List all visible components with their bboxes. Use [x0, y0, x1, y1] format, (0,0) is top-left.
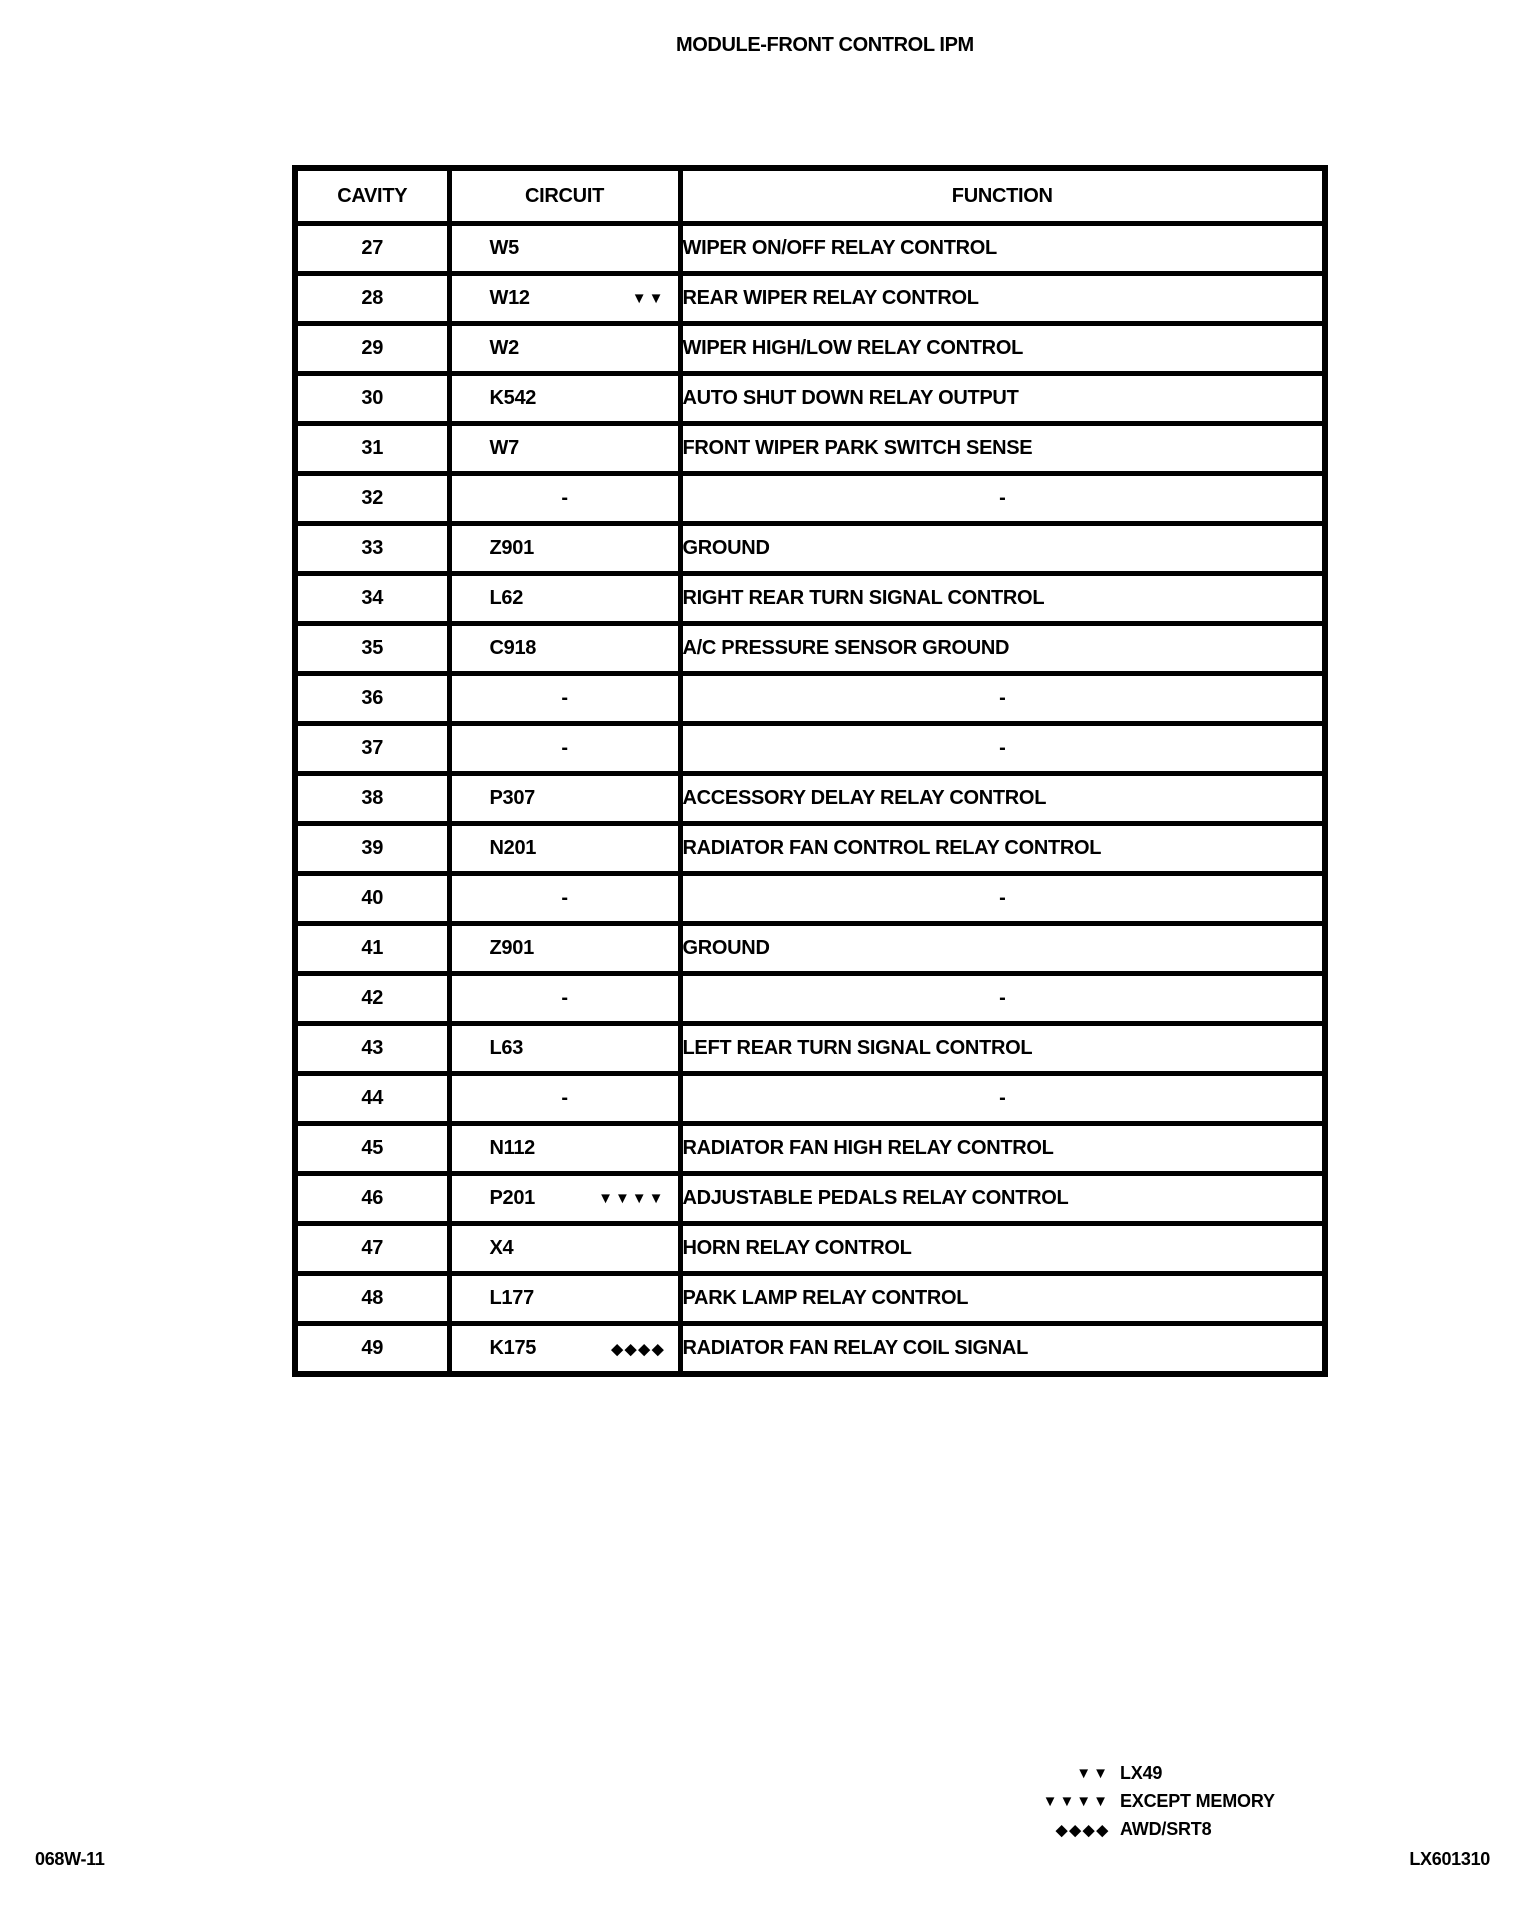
- circuit-code: K175: [489, 1337, 537, 1359]
- circuit-cell: [449, 274, 680, 324]
- circuit-code: N201: [489, 837, 537, 859]
- page-title: MODULE-FRONT CONTROL IPM: [676, 34, 974, 56]
- function-cell: RIGHT REAR TURN SIGNAL CONTROL: [680, 574, 1325, 624]
- circuit-wrap: [452, 487, 678, 510]
- page-code: 068W-11: [35, 1849, 105, 1869]
- function-cell: GROUND: [680, 524, 1325, 574]
- cavity-cell: 28: [295, 274, 449, 324]
- footnote-symbol: ◆◆◆◆: [611, 1340, 666, 1358]
- table-row: [295, 624, 1325, 674]
- circuit-code: L63: [489, 1037, 524, 1059]
- cavity-cell: 41: [295, 924, 449, 974]
- circuit-wrap: [452, 1087, 678, 1110]
- circuit-cell: [449, 324, 680, 374]
- circuit-code: W5: [489, 237, 519, 259]
- cavity-cell: 30: [295, 374, 449, 424]
- function-cell: A/C PRESSURE SENSOR GROUND: [680, 624, 1325, 674]
- function-cell: RADIATOR FAN CONTROL RELAY CONTROL: [680, 824, 1325, 874]
- function-cell: -: [680, 974, 1325, 1024]
- cavity-cell: 35: [295, 624, 449, 674]
- legend-label-awd-srt8: AWD/SRT8: [1120, 1819, 1212, 1839]
- circuit-code: W7: [489, 437, 519, 459]
- circuit-code: Z901: [489, 937, 534, 959]
- function-cell: WIPER HIGH/LOW RELAY CONTROL: [680, 324, 1325, 374]
- cavity-cell: 39: [295, 824, 449, 874]
- function-cell: RADIATOR FAN HIGH RELAY CONTROL: [680, 1124, 1325, 1174]
- cavity-cell: 31: [295, 424, 449, 474]
- circuit-code: L62: [489, 587, 524, 609]
- circuit-cell: [449, 474, 680, 524]
- function-cell: -: [680, 474, 1325, 524]
- circuit-code: -: [561, 487, 568, 509]
- legend-symbol-lx49: ▼▼: [1076, 1765, 1110, 1782]
- table-row: [295, 524, 1325, 574]
- circuit-code: P307: [489, 787, 536, 809]
- table-row: [295, 474, 1325, 524]
- function-cell: GROUND: [680, 924, 1325, 974]
- circuit-cell: [449, 1074, 680, 1124]
- circuit-cell: [449, 1124, 680, 1174]
- circuit-code: Z901: [489, 537, 534, 559]
- circuit-cell: [449, 974, 680, 1024]
- circuit-cell: [449, 524, 680, 574]
- circuit-wrap: [452, 887, 678, 910]
- footnote-symbol: ▼▼: [631, 290, 666, 307]
- legend-symbol-except-memory: ▼▼▼▼: [1042, 1793, 1110, 1810]
- table-row: [295, 1074, 1325, 1124]
- column-header-circuit: CIRCUIT: [449, 168, 680, 224]
- circuit-cell: [449, 1224, 680, 1274]
- function-cell: -: [680, 1074, 1325, 1124]
- circuit-cell: [449, 1324, 680, 1375]
- circuit-wrap: [452, 337, 678, 360]
- table-row: [295, 424, 1325, 474]
- table-row: [295, 924, 1325, 974]
- cavity-cell: 40: [295, 874, 449, 924]
- table-row: [295, 324, 1325, 374]
- table-row: [295, 824, 1325, 874]
- table-row: [295, 874, 1325, 924]
- legend-label-lx49: LX49: [1120, 1763, 1163, 1783]
- footnote-legend: [980, 1763, 1275, 1840]
- function-cell: LEFT REAR TURN SIGNAL CONTROL: [680, 1024, 1325, 1074]
- function-cell: RADIATOR FAN RELAY COIL SIGNAL: [680, 1324, 1325, 1375]
- cavity-cell: 45: [295, 1124, 449, 1174]
- circuit-wrap: [452, 1137, 678, 1160]
- circuit-cell: [449, 924, 680, 974]
- circuit-code: L177: [489, 1287, 534, 1309]
- legend-label-except-memory: EXCEPT MEMORY: [1120, 1791, 1275, 1811]
- circuit-code: C918: [489, 637, 537, 659]
- circuit-wrap: [452, 1337, 678, 1360]
- circuit-cell: [449, 1274, 680, 1324]
- cavity-cell: 43: [295, 1024, 449, 1074]
- column-header-cavity: CAVITY: [295, 168, 449, 224]
- cavity-cell: 49: [295, 1324, 449, 1375]
- circuit-wrap: [452, 387, 678, 410]
- function-cell: ADJUSTABLE PEDALS RELAY CONTROL: [680, 1174, 1325, 1224]
- function-cell: -: [680, 874, 1325, 924]
- function-cell: AUTO SHUT DOWN RELAY OUTPUT: [680, 374, 1325, 424]
- cavity-cell: 36: [295, 674, 449, 724]
- table-row: [295, 1024, 1325, 1074]
- circuit-cell: [449, 674, 680, 724]
- circuit-wrap: [452, 637, 678, 660]
- table-row: [295, 1224, 1325, 1274]
- circuit-cell: [449, 874, 680, 924]
- circuit-cell: [449, 624, 680, 674]
- table-header-row: [295, 168, 1325, 224]
- table-row: [295, 374, 1325, 424]
- circuit-cell: [449, 424, 680, 474]
- table-row: [295, 1124, 1325, 1174]
- cavity-cell: 32: [295, 474, 449, 524]
- table-row: [295, 224, 1325, 274]
- circuit-cell: [449, 1174, 680, 1224]
- circuit-wrap: [452, 587, 678, 610]
- circuit-wrap: [452, 537, 678, 560]
- circuit-cell: [449, 374, 680, 424]
- cavity-cell: 48: [295, 1274, 449, 1324]
- function-cell: WIPER ON/OFF RELAY CONTROL: [680, 224, 1325, 274]
- cavity-cell: 33: [295, 524, 449, 574]
- circuit-wrap: [452, 287, 678, 310]
- circuit-wrap: [452, 1237, 678, 1260]
- circuit-wrap: [452, 937, 678, 960]
- circuit-wrap: [452, 737, 678, 760]
- circuit-code: N112: [489, 1137, 536, 1159]
- function-cell: REAR WIPER RELAY CONTROL: [680, 274, 1325, 324]
- document-code: LX601310: [1409, 1849, 1490, 1869]
- table-row: [295, 774, 1325, 824]
- circuit-wrap: [452, 987, 678, 1010]
- cavity-cell: 27: [295, 224, 449, 274]
- function-cell: FRONT WIPER PARK SWITCH SENSE: [680, 424, 1325, 474]
- table-row: [295, 1174, 1325, 1224]
- circuit-code: K542: [489, 387, 537, 409]
- circuit-wrap: [452, 1037, 678, 1060]
- function-cell: HORN RELAY CONTROL: [680, 1224, 1325, 1274]
- circuit-code: -: [561, 887, 568, 909]
- circuit-code: -: [561, 737, 568, 759]
- column-header-function: FUNCTION: [680, 168, 1325, 224]
- circuit-cell: [449, 574, 680, 624]
- circuit-code: P201: [489, 1187, 536, 1209]
- table-row: [295, 274, 1325, 324]
- table-row: [295, 974, 1325, 1024]
- cavity-cell: 29: [295, 324, 449, 374]
- circuit-wrap: [452, 837, 678, 860]
- circuit-wrap: [452, 787, 678, 810]
- connector-pinout-table: [292, 165, 1328, 1377]
- function-cell: -: [680, 674, 1325, 724]
- cavity-cell: 42: [295, 974, 449, 1024]
- circuit-code: -: [561, 1087, 568, 1109]
- table-row: [295, 724, 1325, 774]
- cavity-cell: 38: [295, 774, 449, 824]
- function-cell: PARK LAMP RELAY CONTROL: [680, 1274, 1325, 1324]
- cavity-cell: 46: [295, 1174, 449, 1224]
- circuit-code: X4: [489, 1237, 514, 1259]
- circuit-cell: [449, 1024, 680, 1074]
- table-row: [295, 674, 1325, 724]
- table-row: [295, 574, 1325, 624]
- circuit-code: W12: [489, 287, 530, 309]
- circuit-wrap: [452, 1287, 678, 1310]
- circuit-wrap: [452, 237, 678, 260]
- circuit-code: W2: [489, 337, 519, 359]
- cavity-cell: 37: [295, 724, 449, 774]
- cavity-cell: 47: [295, 1224, 449, 1274]
- cavity-cell: 44: [295, 1074, 449, 1124]
- function-cell: -: [680, 724, 1325, 774]
- circuit-cell: [449, 824, 680, 874]
- circuit-wrap: [452, 687, 678, 710]
- table-row: [295, 1274, 1325, 1324]
- legend-symbol-awd-srt8: ◆◆◆◆: [1055, 1821, 1110, 1839]
- table-row: [295, 1324, 1325, 1375]
- circuit-code: -: [561, 987, 568, 1009]
- circuit-wrap: [452, 1187, 678, 1210]
- circuit-wrap: [452, 437, 678, 460]
- circuit-cell: [449, 724, 680, 774]
- circuit-cell: [449, 774, 680, 824]
- circuit-cell: [449, 224, 680, 274]
- footnote-symbol: ▼▼▼▼: [598, 1190, 666, 1207]
- circuit-code: -: [561, 687, 568, 709]
- function-cell: ACCESSORY DELAY RELAY CONTROL: [680, 774, 1325, 824]
- cavity-cell: 34: [295, 574, 449, 624]
